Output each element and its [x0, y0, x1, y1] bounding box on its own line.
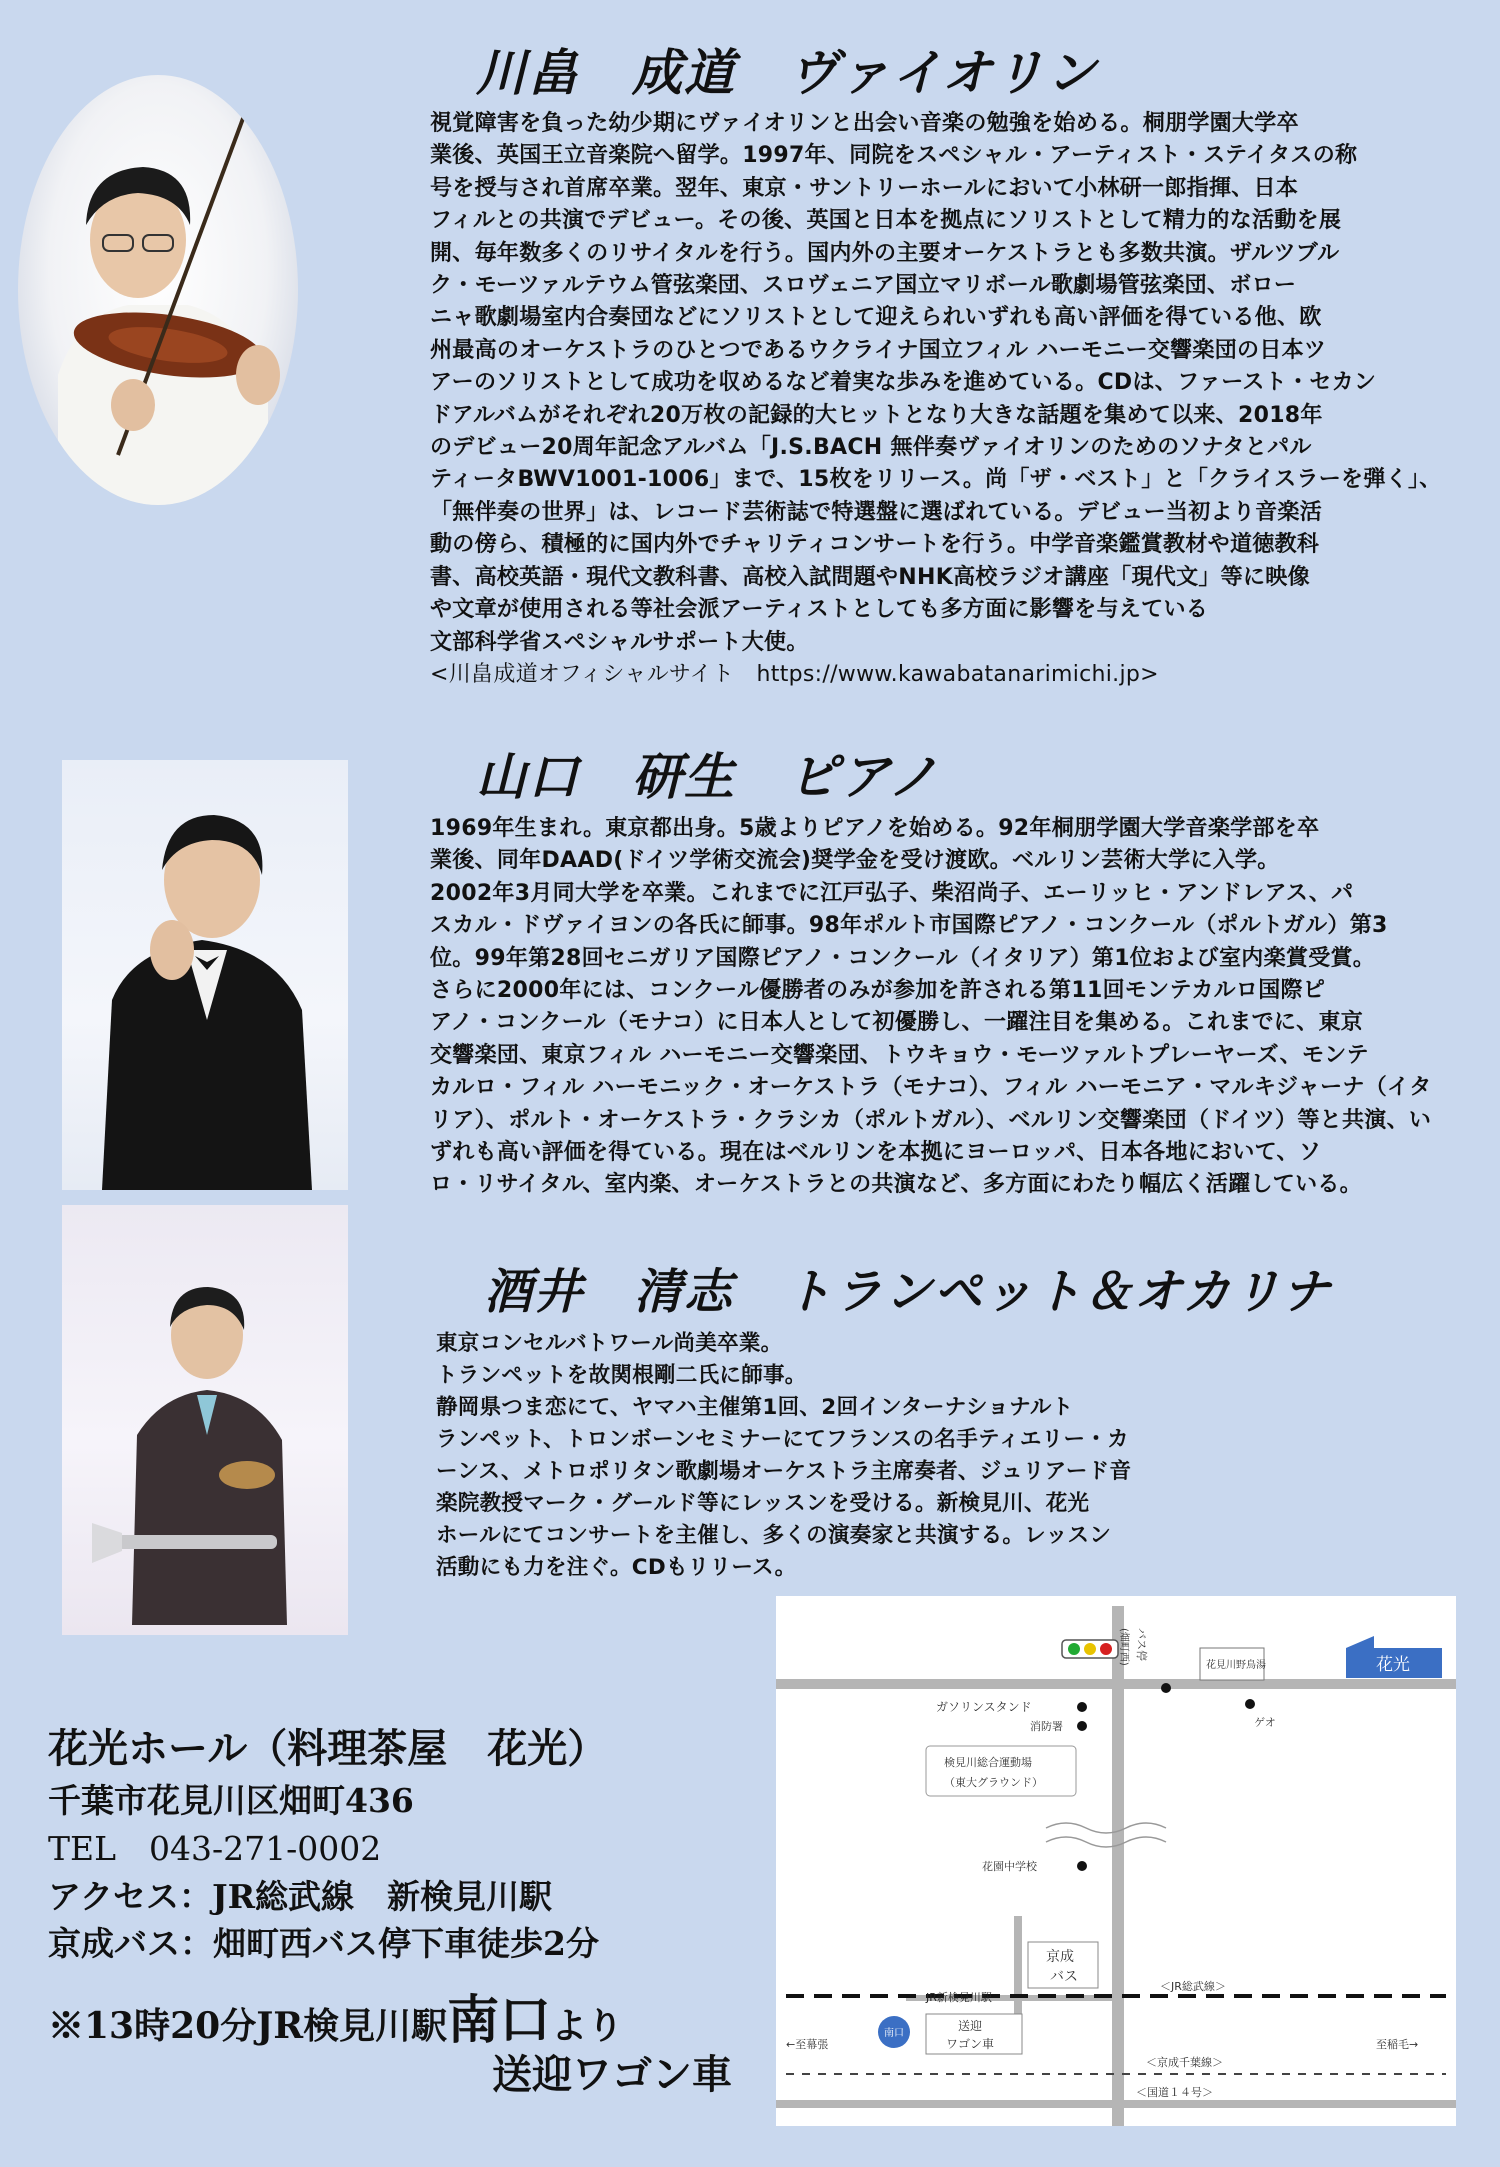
map-wagon-1: 送迎	[958, 2019, 983, 2033]
yamaguchi-photo	[62, 760, 348, 1190]
bio-line: や文章が使用される等社会派アーティストとしても多方面に影響を与えている	[430, 597, 1209, 623]
bio-line: <川畠成道オフィシャルサイト https://www.kawabatanarimichi.jp>	[430, 661, 1159, 687]
bio-line: ずれも高い評価を得ている。現在はベルリンを本拠にヨーロッパ、日本各地において、ソ	[430, 1140, 1322, 1166]
map-geo: ゲオ	[1254, 1716, 1276, 1729]
venue-tel: TEL 043-271-0002	[48, 1829, 382, 1868]
map-fire-station: 消防署	[1030, 1720, 1063, 1733]
access-map	[776, 1596, 1456, 2126]
pickup-line-1	[48, 1978, 623, 2053]
bio-line: 楽院教授マーク・グールド等にレッスンを受ける。新検見川、花光	[436, 1491, 1090, 1516]
venue-access: アクセス：JR総武線 新検見川駅	[48, 1877, 553, 1916]
venue-name: 花光ホール（料理茶屋 花光）	[48, 1725, 608, 1772]
venue-address: 千葉市花見川区畑町436	[48, 1781, 414, 1820]
performer-2-bio	[430, 813, 1432, 1202]
bio-line: 書、高校英語・現代文教科書、高校入試問題やNHK高校ラジオ講座「現代文」等に映像	[430, 564, 1310, 590]
map-sports-field-1: 検見川総合運動場	[944, 1756, 1032, 1769]
map-sports-center: 花見川野鳥湯	[1206, 1660, 1266, 1671]
bio-line: ティータBWV1001-1006」まで、15枚をリリース。尚「ザ・ベスト」と「クライスラーを弾く」、	[430, 467, 1442, 493]
bio-line: ク・モーツァルテウム管弦楽団、スロヴェニア国立マリボール歌劇場管弦楽団、ボロー	[430, 273, 1297, 299]
pickup-prefix: ※13時20分JR検見川駅	[48, 2005, 448, 2047]
bio-line: 位。99年第28回セニガリア国際ピアノ・コンクール（イタリア）第1位および室内楽賞受賞。	[430, 945, 1376, 971]
map-to-makuhari: ←至幕張	[786, 2038, 829, 2051]
performer-3-bio	[436, 1328, 1131, 1584]
bio-line: 動の傍ら、積極的に国内外でチャリティコンサートを行う。中学音楽鑑賞教材や道徳教科	[430, 532, 1320, 558]
bio-line: 1969年生まれ。東京都出身。5歳よりピアノを始める。92年桐朋学園大学音楽学部を卒	[430, 816, 1320, 841]
bio-line: アノ・コンクール（モナコ）に日本人として初優勝し、一躍注目を集める。これまでに、東京	[430, 1010, 1364, 1036]
map-bus-stop: バス停	[1135, 1628, 1148, 1661]
map-jr-sobu: ＜JR総武線＞	[1160, 1980, 1226, 1993]
bio-line: 静岡県つま恋にて、ヤマハ主催第1回、2回インターナショナルト	[436, 1395, 1074, 1420]
performer-2-name: 山口 研生 ピアノ	[476, 747, 940, 806]
bio-line: フィルとの共演でデビュー。その後、英国と日本を拠点にソリストとして精力的な活動を展	[430, 208, 1342, 234]
map-south-exit: 南口	[884, 2028, 904, 2039]
bio-line: ドアルバムがそれぞれ20万枚の記録的大ヒットとなり大きな話題を集めて以来、2018年	[430, 402, 1323, 428]
pickup-suffix: より	[551, 2005, 624, 2047]
performer-3-name: 酒井 清志 トランペット＆オカリナ	[484, 1264, 1332, 1320]
bio-line: 視覚障害を負った幼少期にヴァイオリンと出会い音楽の勉強を始める。桐朋学園大学卒	[430, 111, 1299, 136]
bio-line: カルロ・フィル ハーモニック・オーケストラ（モナコ）、フィル ハーモニア・マルキジャーナ（イタ	[430, 1075, 1432, 1101]
map-keisei-bus-2: バス	[1050, 1969, 1078, 1985]
bio-line: トランペットを故関根剛二氏に師事。	[436, 1363, 807, 1388]
bio-line: 「無伴奏の世界」は、レコード芸術誌で特選盤に選ばれている。デビュー当初より音楽活	[430, 499, 1323, 525]
bio-line: 活動にも力を注ぐ。CDもリリース。	[436, 1555, 797, 1580]
map-jr-station: JR新検見川駅	[926, 1991, 992, 2004]
map-keisei-line: ＜京成千葉線＞	[1146, 2056, 1223, 2069]
map-hatacho-nishi: (畑町西)	[1118, 1628, 1129, 1666]
bio-line: リア）、ポルト・オーケストラ・クラシカ（ポルトガル）、ベルリン交響楽団（ドイツ）等と共演、い	[430, 1107, 1432, 1133]
bio-line: 業後、英国王立音楽院へ留学。1997年、同院をスペシャル・アーティスト・ステイタスの称	[430, 143, 1358, 169]
kawabata-photo	[18, 75, 298, 505]
bio-line: のデビュー20周年記念アルバム「J.S.BACH 無伴奏ヴァイオリンのためのソナタとパル	[430, 435, 1312, 461]
bio-line: 東京コンセルバトワール尚美卒業。	[436, 1331, 783, 1356]
venue-bus: 京成バス：畑町西バス停下車徒歩2分	[48, 1924, 599, 1963]
pickup-line-2: 送迎ワゴン車	[492, 2051, 732, 2098]
map-wagon-2: ワゴン車	[946, 2037, 995, 2051]
map-route14: ＜国道１４号＞	[1136, 2086, 1213, 2099]
bio-line: 業後、同年DAAD(ドイツ学術交流会)奨学金を受け渡欧。ベルリン芸術大学に入学。	[430, 848, 1280, 874]
map-gas-station: ガソリンスタンド	[936, 1700, 1032, 1714]
bio-line: スカル・ドヴァイヨンの各氏に師事。98年ポルト市国際ピアノ・コンクール（ポルトガル）第3	[430, 913, 1388, 939]
bio-line: ーンス、メトロポリタン歌劇場オーケストラ主席奏者、ジュリアード音	[436, 1459, 1132, 1484]
bio-line: 交響楽団、東京フィル ハーモニー交響楽団、トウキョウ・モーツァルトプレーヤーズ、モンテ	[430, 1042, 1369, 1068]
map-sports-field-2: （東大グラウンド）	[944, 1776, 1043, 1789]
map-hanamitsu: 花光	[1376, 1655, 1410, 1675]
map-to-inage: 至稲毛→	[1376, 2038, 1419, 2051]
bio-line: 開、毎年数多くのリサイタルを行う。国内外の主要オーケストラとも多数共演。ザルツブル	[430, 240, 1340, 266]
performer-1-name: 川畠 成道 ヴァイオリン	[476, 43, 1098, 102]
pickup-emphasis: 南口	[447, 1990, 552, 2051]
bio-line: ロ・リサイタル、室内楽、オーケストラとの共演など、多方面にわたり幅広く活躍している。	[430, 1172, 1362, 1198]
bio-line: 2002年3月同大学を卒業。これまでに江戸弘子、柴沼尚子、エーリッヒ・アンドレアス、パ	[430, 880, 1354, 906]
bio-line: アーのソリストとして成功を収めるなど着実な歩みを進めている。CDは、ファースト・セカン	[430, 370, 1377, 396]
bio-line: さらに2000年には、コンクール優勝者のみが参加を許される第11回モンテカルロ国際ピ	[430, 978, 1326, 1004]
bio-line: ホールにてコンサートを主催し、多くの演奏家と共演する。レッスン	[436, 1523, 1112, 1548]
bio-line: 文部科学省スペシャルサポート大使。	[430, 629, 809, 655]
sakai-photo	[62, 1205, 348, 1635]
bio-line: ニャ歌劇場室内合奏団などにソリストとして迎えられいずれも高い評価を得ている他、欧	[430, 305, 1322, 331]
bio-line: 州最高のオーケストラのひとつであるウクライナ国立フィル ハーモニー交響楽団の日本ツ	[430, 337, 1327, 363]
map-keisei-bus-1: 京成	[1046, 1949, 1074, 1965]
map-junior-high: 花園中学校	[982, 1860, 1037, 1873]
bio-line: ランペット、トロンボーンセミナーにてフランスの名手ティエリー・カ	[436, 1427, 1129, 1452]
bio-line: 号を授与され首席卒業。翌年、東京・サントリーホールにおいて小林研一郎指揮、日本	[430, 175, 1299, 201]
performer-1-bio	[430, 108, 1442, 691]
